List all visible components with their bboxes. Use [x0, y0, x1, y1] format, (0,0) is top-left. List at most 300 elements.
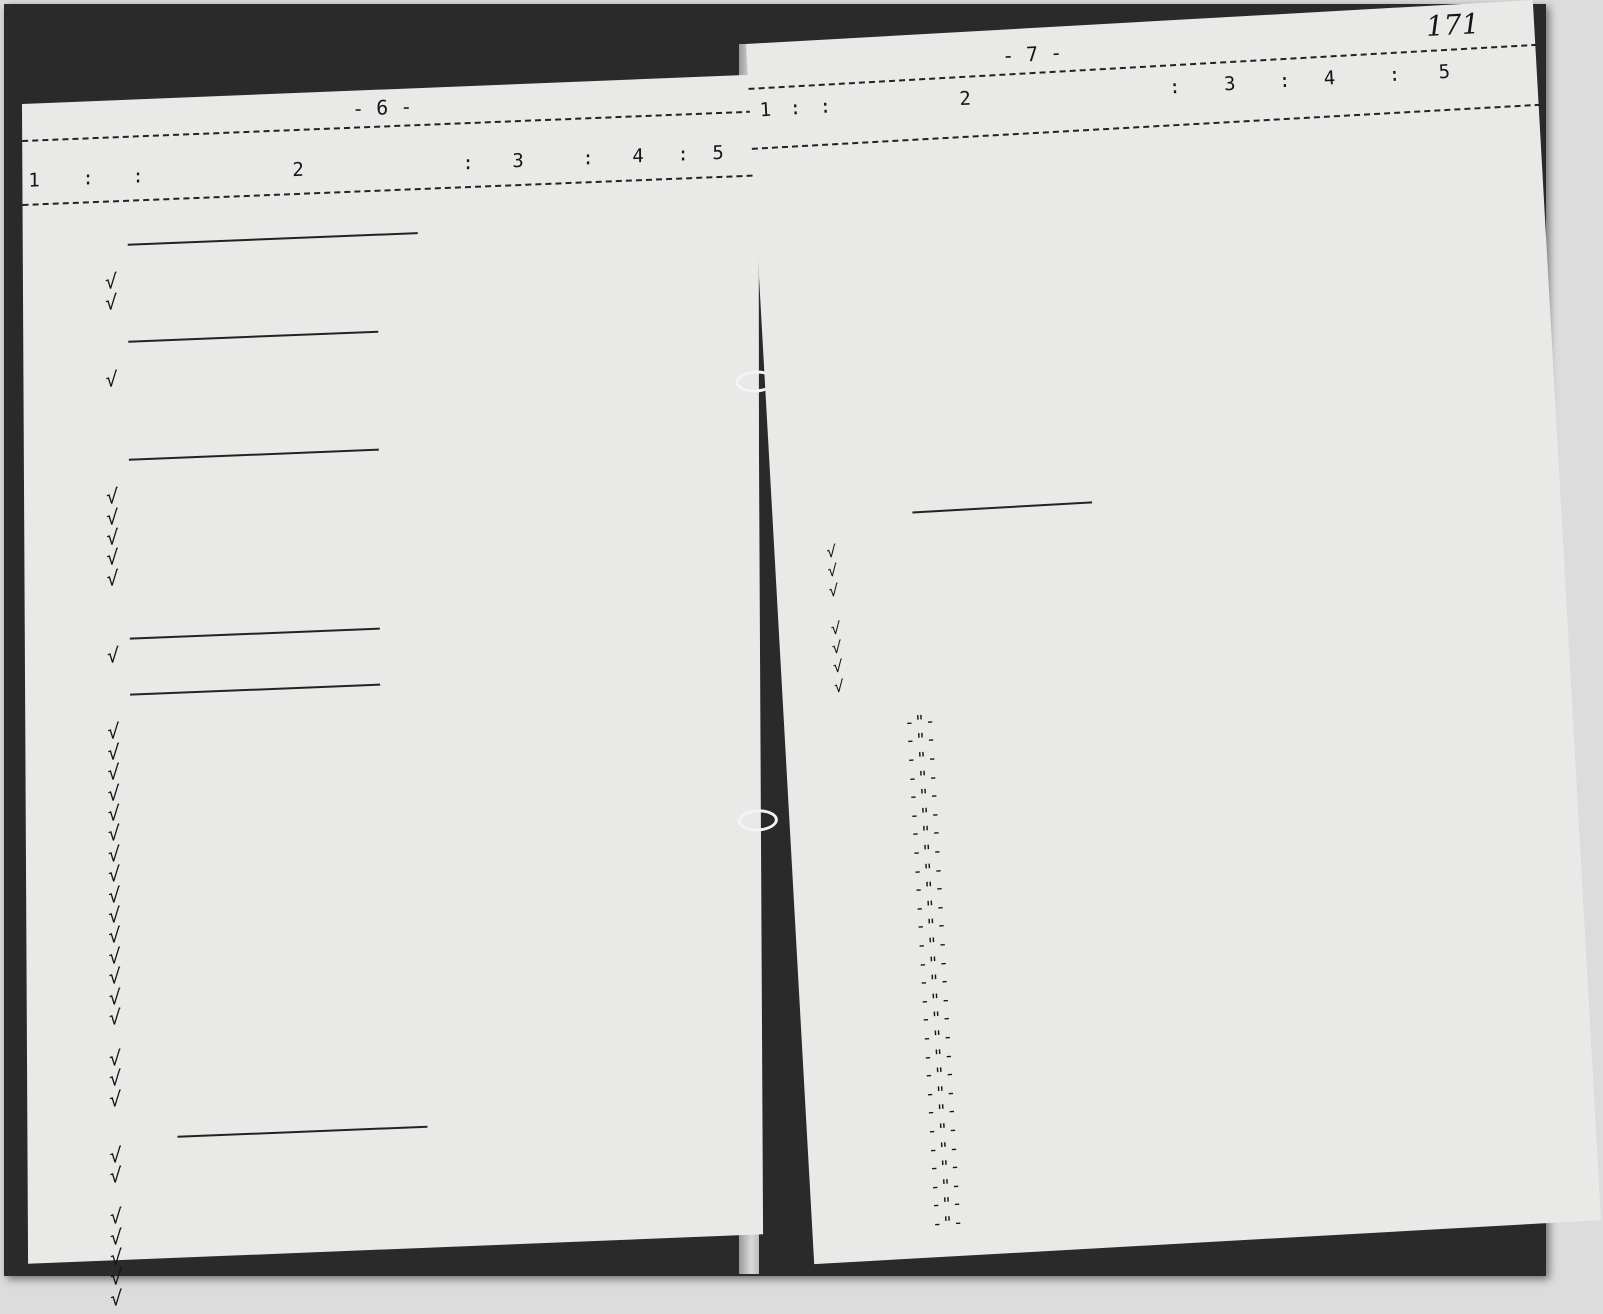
column-5-value [1465, 1070, 1525, 1073]
check-mark: √ [108, 903, 121, 928]
unit-number [778, 1144, 858, 1148]
column-3-value [1238, 782, 1328, 787]
unit-number [766, 940, 846, 944]
column-5-value [693, 1202, 753, 1204]
column-5-value [689, 482, 749, 484]
column-5-value [691, 922, 751, 924]
unit-number [24, 529, 104, 532]
column-4-value [590, 720, 700, 724]
column-4-value [1329, 795, 1439, 801]
column-5-value [1443, 680, 1503, 683]
column-4-value [1333, 869, 1443, 875]
column-3-value [506, 805, 596, 809]
check-mark: √ [107, 739, 120, 765]
ditto-mark: -"- [911, 859, 945, 882]
column-3-value [1258, 1135, 1348, 1140]
column-4-value [1328, 776, 1438, 782]
column-header: 5 [1438, 60, 1451, 84]
check-mark: √ [109, 1224, 123, 1250]
right-page [746, 0, 1601, 1264]
unit-number [23, 350, 103, 353]
column-4-value [1303, 513, 1413, 519]
ditto-mark: -"- [912, 878, 946, 901]
check-mark: √ [108, 1045, 122, 1071]
column-header: : [677, 143, 689, 166]
column-header: 2 [958, 87, 972, 111]
unit-number [26, 886, 106, 889]
column-5-value [1412, 135, 1472, 138]
column-3-value [1218, 596, 1308, 601]
column-4-value [1339, 962, 1449, 968]
ditto-mark: -"- [908, 804, 942, 826]
column-5-value [1435, 547, 1495, 550]
column-3-value [1207, 395, 1297, 400]
column-3-value [1261, 1191, 1351, 1196]
unit-number [755, 736, 835, 740]
ditto-mark: -"- [919, 989, 952, 1012]
book-photo [4, 4, 1546, 1311]
column-3-value [506, 907, 596, 911]
unit-number [26, 947, 106, 950]
column-5-value [1414, 173, 1474, 176]
column-4-value [591, 822, 701, 826]
column-3-value [1221, 653, 1311, 658]
unit-number [751, 661, 831, 665]
column-3-value [1244, 894, 1334, 899]
column-5-value [1458, 958, 1518, 961]
unit-number [777, 1126, 857, 1130]
ditto-mark: -"- [927, 1138, 960, 1161]
column-3-value [1235, 727, 1325, 732]
unit-number [775, 1088, 855, 1092]
column-3-value [506, 785, 596, 789]
column-5-value [1449, 791, 1509, 794]
check-mark: √ [110, 1285, 123, 1311]
unit-number [752, 680, 832, 684]
column-4-value [589, 484, 699, 488]
column-5-value [1445, 717, 1505, 720]
column-4-value [593, 1143, 703, 1147]
check-mark: √ [106, 504, 119, 530]
column-3-value [508, 1147, 598, 1151]
column-4-value [588, 326, 698, 330]
right-page-number: - 7 - [1001, 40, 1063, 68]
column-5-value [692, 1003, 752, 1005]
column-4-value [590, 679, 700, 683]
column-5-value [1454, 884, 1514, 887]
column-3-value [1250, 987, 1340, 992]
column-3-value [506, 928, 596, 932]
column-header: : [819, 95, 832, 118]
unit-number [27, 1009, 107, 1012]
column-5-value [690, 697, 750, 699]
column-3-value [503, 253, 593, 257]
column-4-value [1284, 158, 1394, 164]
column-4-value [591, 781, 701, 785]
check-mark: √ [830, 618, 841, 639]
column-4-value [589, 464, 699, 468]
column-5-value [692, 1064, 752, 1066]
column-4-value [1345, 1073, 1455, 1079]
column-3-value [1219, 615, 1309, 620]
unit-number [26, 907, 106, 910]
column-4-value [1285, 178, 1395, 184]
column-3-value [504, 391, 594, 395]
ditto-mark: -"- [905, 748, 939, 771]
column-4-value [592, 1123, 702, 1127]
check-mark: √ [831, 637, 842, 658]
column-5-value [1437, 585, 1497, 588]
check-mark: √ [109, 1086, 122, 1112]
column-4-value [591, 760, 701, 764]
column-5-value [692, 942, 752, 944]
column-4-value [592, 1066, 702, 1070]
column-4-value [593, 1245, 703, 1249]
column-5-value [1459, 977, 1519, 980]
right-table-body [746, 0, 1533, 1235]
column-5-value [692, 983, 752, 985]
column-3-value [1255, 1080, 1345, 1085]
column-4-value [590, 622, 700, 626]
ditto-mark: -"- [920, 1008, 953, 1031]
column-3-value [503, 351, 593, 355]
unit-number [24, 569, 104, 572]
column-5-value [1432, 489, 1492, 492]
ditto-mark: -"- [916, 934, 949, 956]
unit-number [780, 1181, 860, 1185]
check-mark: √ [106, 642, 120, 668]
column-header: 4 [1323, 67, 1336, 90]
column-3-value [508, 1188, 598, 1192]
ditto-mark: -"- [903, 711, 936, 734]
column-5-value [1416, 192, 1476, 195]
unit-number [26, 845, 106, 848]
column-5-value [688, 268, 748, 270]
column-3-value [1215, 538, 1305, 543]
column-5-value [692, 1044, 752, 1046]
unit-number [23, 294, 103, 297]
column-3-value [507, 1009, 597, 1013]
unit-number [767, 958, 847, 962]
column-header: 1 [28, 169, 40, 192]
check-mark: √ [106, 484, 119, 509]
column-3-value [508, 1270, 598, 1274]
column-4-value [588, 270, 698, 274]
column-5-value [1419, 250, 1479, 253]
column-5-value [689, 462, 749, 464]
column-5-value [1413, 154, 1473, 157]
check-mark: √ [104, 269, 118, 295]
column-3-value [1195, 184, 1285, 189]
column-5-value [1439, 604, 1499, 607]
column-header: : [82, 167, 94, 190]
unit-number [26, 805, 106, 808]
column-3-value [1216, 557, 1306, 562]
column-5-value [692, 962, 752, 964]
unit-number [28, 1289, 108, 1292]
column-4-value [1348, 1129, 1458, 1135]
column-4-value [1336, 925, 1446, 931]
column-3-value [1248, 950, 1338, 955]
check-mark: √ [109, 1204, 122, 1229]
column-4-value [1289, 254, 1399, 260]
column-3-value [1249, 968, 1339, 973]
column-4-value [1337, 943, 1447, 949]
column-4-value [1288, 235, 1398, 241]
column-4-value [1325, 721, 1435, 727]
unit-number [28, 1167, 108, 1170]
column-4-value [591, 903, 701, 907]
column-5-value [691, 840, 751, 842]
column-header: : [582, 147, 594, 170]
column-4-value [591, 883, 701, 887]
left-page [22, 74, 763, 1311]
header-rule-top [748, 44, 1537, 90]
column-4-value [1310, 628, 1420, 634]
column-5-value [1447, 754, 1507, 757]
column-header: 1 [759, 98, 772, 122]
column-header: : [462, 151, 474, 175]
column-5-value [1434, 527, 1494, 530]
column-3-value [506, 826, 596, 830]
ditto-mark: -"- [906, 767, 940, 789]
column-5-value [691, 779, 751, 781]
column-4-value [590, 566, 700, 570]
unit-number [24, 468, 104, 471]
unit-number [23, 253, 103, 256]
header-rule-bottom [752, 104, 1541, 150]
column-3-value [1254, 1061, 1344, 1066]
column-3-value [503, 233, 593, 237]
column-4-value [593, 1265, 703, 1269]
column-3-value [506, 867, 596, 871]
column-4-value [1282, 139, 1392, 145]
column-4-value [590, 699, 700, 703]
column-3-value [504, 509, 594, 513]
column-5-value [689, 523, 749, 525]
column-5-value [1455, 902, 1515, 905]
unit-number [25, 723, 105, 726]
ditto-mark: -"- [913, 897, 947, 919]
column-4-value [592, 985, 702, 989]
column-4-value [592, 944, 702, 948]
column-4-value [1331, 832, 1441, 838]
column-4-value [593, 1163, 703, 1167]
right-column-headers [746, 0, 1533, 122]
unit-number [28, 1187, 108, 1190]
ditto-mark: -"- [926, 1119, 959, 1142]
column-4-value [1311, 647, 1421, 653]
column-5-value [689, 503, 749, 505]
column-4-value [1351, 1185, 1461, 1191]
check-mark: √ [827, 561, 838, 581]
column-5-value [1441, 642, 1501, 645]
column-5-value [1461, 1014, 1521, 1017]
column-5-value [1446, 735, 1506, 738]
column-3-value [507, 969, 597, 973]
check-mark: √ [107, 719, 120, 744]
column-3-value [1197, 222, 1287, 227]
column-3-value [503, 274, 593, 278]
ditto-mark: -"- [918, 971, 951, 993]
check-mark: √ [106, 565, 119, 591]
column-5-value [689, 365, 749, 367]
unit-number [28, 1249, 108, 1252]
unit-number [782, 1218, 862, 1222]
check-mark: √ [825, 541, 837, 562]
column-3-value [1256, 1098, 1346, 1103]
column-4-value [1343, 1036, 1453, 1042]
unit-number [757, 773, 837, 777]
column-3-value [1253, 1042, 1343, 1047]
column-3-value [1260, 1172, 1350, 1177]
column-5-value [1420, 269, 1480, 272]
column-3-value [1199, 260, 1289, 265]
column-header: 5 [712, 141, 724, 165]
column-3-value [1192, 126, 1282, 131]
section-underline [130, 627, 380, 639]
column-5-value [1468, 1125, 1528, 1128]
column-3-value [1241, 838, 1331, 843]
column-4-value [1293, 331, 1403, 337]
column-3-value [1203, 337, 1293, 342]
ditto-mark: -"- [910, 841, 944, 864]
column-5-value [1457, 940, 1517, 943]
column-4-value [1326, 739, 1436, 745]
column-4-value [592, 1005, 702, 1009]
check-mark: √ [107, 821, 120, 846]
column-4-value [1335, 906, 1445, 912]
column-5-value [1426, 384, 1486, 387]
column-5-value [1452, 847, 1512, 850]
unit-number [24, 508, 104, 511]
check-mark: √ [107, 801, 120, 826]
column-3-value [505, 570, 595, 574]
column-5-value [1464, 1051, 1524, 1054]
column-4-value [1344, 1055, 1454, 1061]
check-mark: √ [832, 656, 844, 677]
check-mark: √ [107, 841, 121, 867]
unit-number [25, 703, 105, 706]
column-5-value [689, 442, 749, 444]
unit-number [25, 764, 105, 767]
unit-number [771, 1033, 851, 1037]
column-3-value [504, 448, 594, 452]
section-underline [128, 232, 418, 246]
check-mark: √ [108, 943, 121, 969]
check-mark: √ [109, 1066, 122, 1091]
column-3-value [503, 330, 593, 334]
column-4-value [588, 346, 698, 350]
check-mark: √ [108, 984, 121, 1010]
column-3-value [1247, 931, 1337, 936]
column-3-value [507, 1071, 597, 1075]
column-header: : [1168, 75, 1182, 99]
column-5-value [1450, 810, 1510, 813]
ditto-mark: -"- [931, 1212, 965, 1235]
unit-number [774, 1070, 854, 1074]
section-underline [130, 684, 380, 696]
column-4-value [593, 1184, 703, 1188]
column-4-value [592, 1046, 702, 1050]
unit-number [776, 1107, 856, 1111]
check-mark: √ [105, 366, 118, 392]
column-header: : [1388, 63, 1401, 87]
column-3-value [508, 1229, 598, 1233]
column-4-value [589, 546, 699, 550]
column-4-value [1302, 494, 1412, 500]
column-5-value [688, 344, 748, 346]
column-3-value [505, 703, 595, 707]
column-3-value [507, 1127, 597, 1131]
column-4-value [592, 1026, 702, 1030]
unit-number [24, 488, 104, 491]
column-4-value [590, 740, 700, 744]
column-4-value [1347, 1111, 1457, 1117]
column-5-value [1453, 865, 1513, 868]
column-4-value [1340, 981, 1450, 987]
column-5-value [690, 620, 750, 622]
unit-number [764, 903, 844, 907]
ditto-mark: -"- [922, 1045, 955, 1068]
column-5-value [691, 901, 751, 903]
column-3-value [1252, 1024, 1342, 1029]
column-3-value [505, 683, 595, 687]
column-5-value [688, 247, 748, 249]
column-5-value [1470, 1162, 1530, 1165]
column-5-value [1456, 921, 1516, 924]
unit-number [27, 988, 107, 991]
unit-number [26, 784, 106, 787]
column-4-value [1346, 1092, 1456, 1098]
column-4-value [1292, 312, 1402, 318]
column-5-value [690, 738, 750, 740]
unit-number [28, 1208, 108, 1211]
column-5-value [1425, 365, 1485, 368]
unit-number [773, 1051, 853, 1055]
check-mark: √ [106, 545, 119, 571]
column-3-value [1202, 318, 1292, 323]
check-mark: √ [108, 1005, 121, 1030]
column-5-value [1424, 346, 1484, 349]
column-5-value [1411, 116, 1471, 119]
check-mark: √ [108, 923, 121, 948]
column-5-value [692, 1023, 752, 1025]
column-4-value [1349, 1148, 1459, 1154]
column-3-value [1194, 165, 1284, 170]
column-5-value [1418, 231, 1478, 234]
column-4-value [1286, 197, 1396, 203]
column-5-value [1436, 566, 1496, 569]
column-3-value [507, 1050, 597, 1054]
ditto-mark: -"- [909, 822, 943, 845]
column-5-value [691, 881, 751, 883]
unit-number [761, 847, 841, 851]
column-3-value [506, 887, 596, 891]
unit-number [24, 549, 104, 552]
column-4-value [1309, 609, 1419, 615]
column-5-value [1471, 1181, 1531, 1184]
column-5-value [690, 718, 750, 720]
left-page-number: - 6 - [352, 94, 413, 121]
column-4-value [593, 1204, 703, 1208]
column-4-value [1334, 888, 1444, 894]
column-3-value [507, 1030, 597, 1034]
unit-number [25, 743, 105, 746]
column-4-value [1295, 369, 1405, 375]
column-header: : [1278, 69, 1291, 93]
column-4-value [1291, 293, 1401, 299]
